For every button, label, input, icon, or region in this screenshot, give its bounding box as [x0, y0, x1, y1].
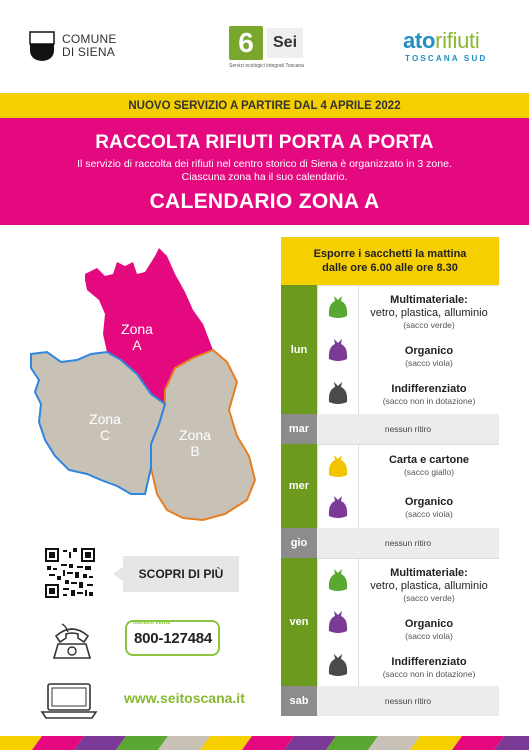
sei-number: 6	[229, 26, 263, 60]
website-link[interactable]: www.seitoscana.it	[124, 690, 245, 706]
gray-bag-icon	[327, 652, 349, 678]
item-organico	[405, 345, 453, 368]
no-collection-text: nessun ritiro	[317, 686, 499, 716]
calendar-header	[281, 237, 499, 285]
calendar-row-lun	[281, 285, 499, 414]
zone-title: CALENDARIO ZONA A	[149, 190, 380, 213]
item-sub: (sacco verde)	[403, 319, 455, 330]
item-sub: (sacco viola)	[405, 630, 453, 641]
calendar-header-line1: Esporre i sacchetti la mattina	[313, 248, 467, 260]
items-column	[358, 285, 499, 414]
items-column	[358, 444, 499, 528]
day-label-mer: mer	[281, 444, 317, 528]
sei-tagline: Servizi ecologici integrati Toscana	[229, 63, 304, 69]
item-detail: vetro, plastica, alluminio	[370, 579, 488, 592]
item-detail: vetro, plastica, alluminio	[370, 306, 488, 319]
day-label-lun: lun	[281, 285, 317, 414]
numero-verde-label: Numero Verde	[133, 620, 171, 626]
item-indifferenziato	[383, 383, 476, 406]
zone-a-label: Zona	[121, 321, 153, 337]
zone-b-label: Zona	[179, 427, 211, 443]
ato-part1: ato	[403, 28, 436, 53]
zone-c-letter: C	[99, 427, 111, 443]
siena-shield-icon	[28, 30, 56, 62]
purple-bag-icon	[327, 609, 349, 635]
day-label-gio: gio	[281, 528, 317, 558]
ato-part2: rifiuti	[435, 28, 480, 53]
zones-map	[25, 244, 265, 529]
day-label-sab: sab	[281, 686, 317, 716]
day-label-mar: mar	[281, 414, 317, 444]
title-banner	[0, 118, 529, 225]
start-date-text: NUOVO SERVIZIO A PARTIRE DAL 4 APRILE 2022	[128, 99, 401, 112]
sei-toscana-logo	[229, 26, 304, 69]
item-organico	[405, 496, 453, 519]
item-title: Organico	[404, 495, 454, 508]
item-organico	[405, 618, 453, 641]
comune-siena-text	[62, 33, 117, 59]
comune-siena-logo	[28, 30, 117, 62]
item-indifferenziato	[383, 656, 476, 679]
item-sub: (sacco viola)	[405, 508, 453, 519]
comune-line2: DI SIENA	[62, 45, 115, 59]
comune-line1: COMUNE	[62, 32, 117, 46]
calendar-row-sab	[281, 686, 499, 716]
item-title: Indifferenziato	[391, 383, 467, 396]
calendar-row-ven	[281, 558, 499, 686]
purple-bag-icon	[327, 494, 349, 520]
description-line1: Il servizio di raccolta dei rifiuti nel centro storico di Siena è organizzato in 3 zone.	[77, 158, 452, 170]
bags-column	[317, 285, 358, 414]
item-sub: (sacco verde)	[403, 592, 455, 603]
ato-subtitle: TOSCANA SUD	[405, 54, 488, 63]
gray-bag-icon	[327, 380, 349, 406]
ato-rifiuti-logo	[403, 30, 487, 63]
purple-bag-icon	[327, 337, 349, 363]
footer-stripes	[0, 736, 529, 750]
bags-column	[317, 558, 358, 686]
phone-number[interactable]: 800-127484	[134, 630, 213, 647]
description-line2: Ciascuna zona ha il suo calendario.	[181, 171, 348, 183]
item-multimateriale	[370, 294, 487, 330]
telephone-icon	[48, 614, 96, 662]
item-carta	[389, 454, 469, 477]
item-multimateriale	[370, 567, 487, 603]
no-collection-text: nessun ritiro	[317, 528, 499, 558]
calendar-header-line2: dalle ore 6.00 alle ore 8.30	[322, 262, 458, 274]
item-sub: (sacco non in dotazione)	[382, 668, 476, 679]
green-bag-icon	[327, 294, 349, 320]
item-title: Indifferenziato	[391, 655, 467, 668]
start-date-banner	[0, 93, 529, 118]
calendar-row-mar	[281, 414, 499, 444]
qr-code-icon[interactable]	[45, 548, 95, 598]
day-label-ven: ven	[281, 558, 317, 686]
item-sub: (sacco giallo)	[403, 467, 455, 478]
item-title: Organico	[404, 344, 454, 357]
calendar-row-mer	[281, 444, 499, 528]
discover-more-button[interactable]	[123, 556, 239, 592]
item-title: Multimateriale:	[390, 566, 468, 579]
page-title: RACCOLTA RIFIUTI PORTA A PORTA	[95, 132, 434, 153]
bags-column	[317, 444, 358, 528]
zone-a-letter: A	[132, 337, 142, 353]
discover-more-label: SCOPRI DI PIÙ	[138, 567, 224, 581]
laptop-icon	[40, 680, 98, 720]
zone-b-letter: B	[190, 443, 200, 459]
no-collection-text: nessun ritiro	[317, 414, 499, 444]
description	[0, 158, 529, 184]
sei-word: Sei	[267, 28, 303, 58]
item-title: Organico	[404, 617, 454, 630]
green-bag-icon	[327, 567, 349, 593]
item-title: Carta e cartone	[388, 454, 470, 467]
item-sub: (sacco non in dotazione)	[382, 396, 476, 407]
item-title: Multimateriale:	[390, 293, 468, 306]
items-column	[358, 558, 499, 686]
yellow-bag-icon	[327, 453, 349, 479]
calendar-row-gio	[281, 528, 499, 558]
item-sub: (sacco viola)	[405, 357, 453, 368]
zone-c-label: Zona	[89, 411, 121, 427]
